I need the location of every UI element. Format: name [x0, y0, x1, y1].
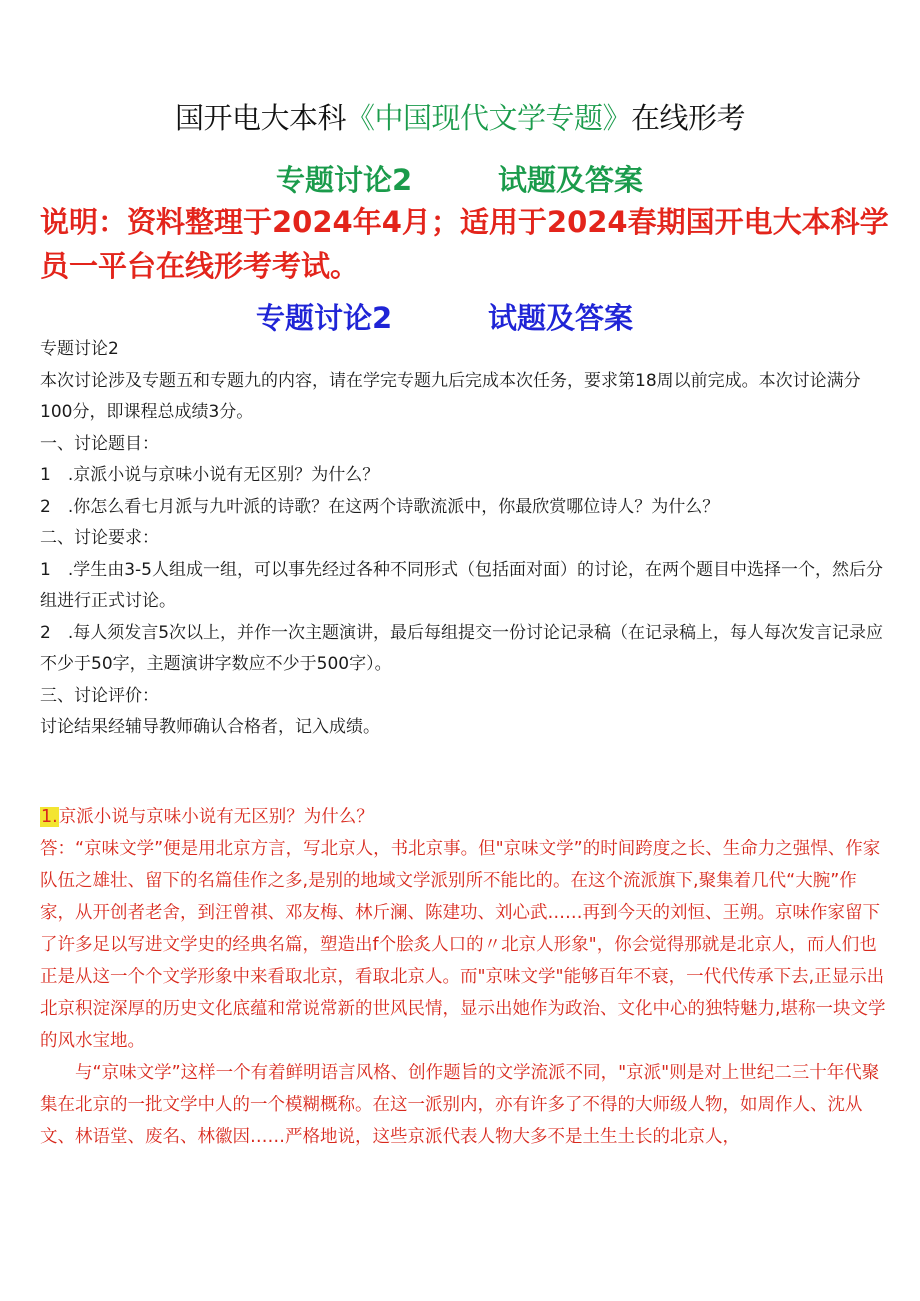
answer-section	[40, 801, 890, 1153]
answer-question	[40, 801, 890, 833]
title-course: 《中国现代文学专题》	[345, 101, 631, 135]
subheading-blue-right: 试题及答案	[488, 301, 634, 335]
topic-2: 2 .你怎么看七月派与九叶派的诗歌？在这两个诗歌流派中，你最欣赏哪位诗人？为什么？	[40, 496, 720, 517]
title-suffix: 在线形考	[631, 101, 746, 135]
requirement-1: 1 .学生由3-5人组成一组，可以事先经过各种不同形式（包括面对面）的讨论，在两个题目中选择一个，然后分组进行正式讨论。	[40, 559, 883, 611]
subheading-green-right: 试题及答案	[498, 163, 644, 197]
requirement-2: 2 .每人须发言5次以上，并作一次主题演讲，最后每组提交一份讨论记录稿（在记录稿上，每人每次发言记录应不少于50字，主题演讲字数应不少于500字）。	[40, 622, 884, 674]
title-prefix: 国开电大本科	[174, 101, 346, 135]
section-topics-heading: 一、讨论题目：	[40, 433, 159, 454]
document-title	[0, 96, 920, 137]
subheading-green-left: 专题讨论2	[276, 163, 413, 197]
subheading-blue-left: 专题讨论2	[256, 301, 393, 335]
discussion-intro	[40, 334, 890, 744]
intro-description: 本次讨论涉及专题五和专题九的内容，请在学完专题九后完成本次任务，要求第18周以前完成。本次讨论满分100分，即课程总成绩3分。	[40, 370, 861, 422]
answer-paragraph-2: 与“京味文学”这样一个有着鲜明语言风格、创作题旨的文学流派不同，"京派"则是对上世纪二三十年代聚集在北京的一批文学中人的一个模糊概称。在这一派别内，亦有许多了不得的大师级人物，如周作人、沈从文、林语堂、废名、林徽因……严格地说，这些京派代表人物大多不是土生土长的北京人，	[40, 1063, 880, 1147]
answer-question-text: 京派小说与京味小说有无区别？为什么？	[58, 807, 374, 827]
evaluation-text: 讨论结果经辅导教师确认合格者，记入成绩。	[40, 717, 380, 737]
question-number-highlight: 1.	[41, 807, 58, 827]
section-requirements-heading: 二、讨论要求：	[40, 528, 159, 548]
usage-note: 说明：资料整理于2024年4月；适用于2024春期国开电大本科学员一平台在线形考考试。	[40, 205, 889, 283]
section-evaluation-heading: 三、讨论评价：	[40, 685, 159, 706]
answer-paragraph-1: 答：“京味文学”便是用北京方言，写北京人，书北京事。但"京味文学”的时间跨度之长、生命力之强悍、作家队伍之雄壮、留下的名篇佳作之多,是别的地域文学派别所不能比的。在这个流派旗下,聚集着几代“大腕”作家，从开创者老舍，到汪曾祺、邓友梅、林斤澜、陈建功、刘心武……再到今天的刘恒、王朔。京味作家留下了许多足以写进文学史的经典名篇，塑造出f个脍炙人口的〃北京人形象"，你会觉得那就是北京人，而人们也正是从这一个个文学形象中来看取北京，看取北京人。而"京味文学"能够百年不衰，一代代传承下去,正显示出北京积淀深厚的历史文化底蕴和常说常新的世风民情，显示出她作为政治、文化中心的独特魅力,堪称一块文学的风水宝地。	[40, 839, 886, 1051]
topic-1: 1 .京派小说与京味小说有无区别？为什么？	[40, 465, 380, 485]
intro-label: 专题讨论2	[40, 339, 119, 359]
